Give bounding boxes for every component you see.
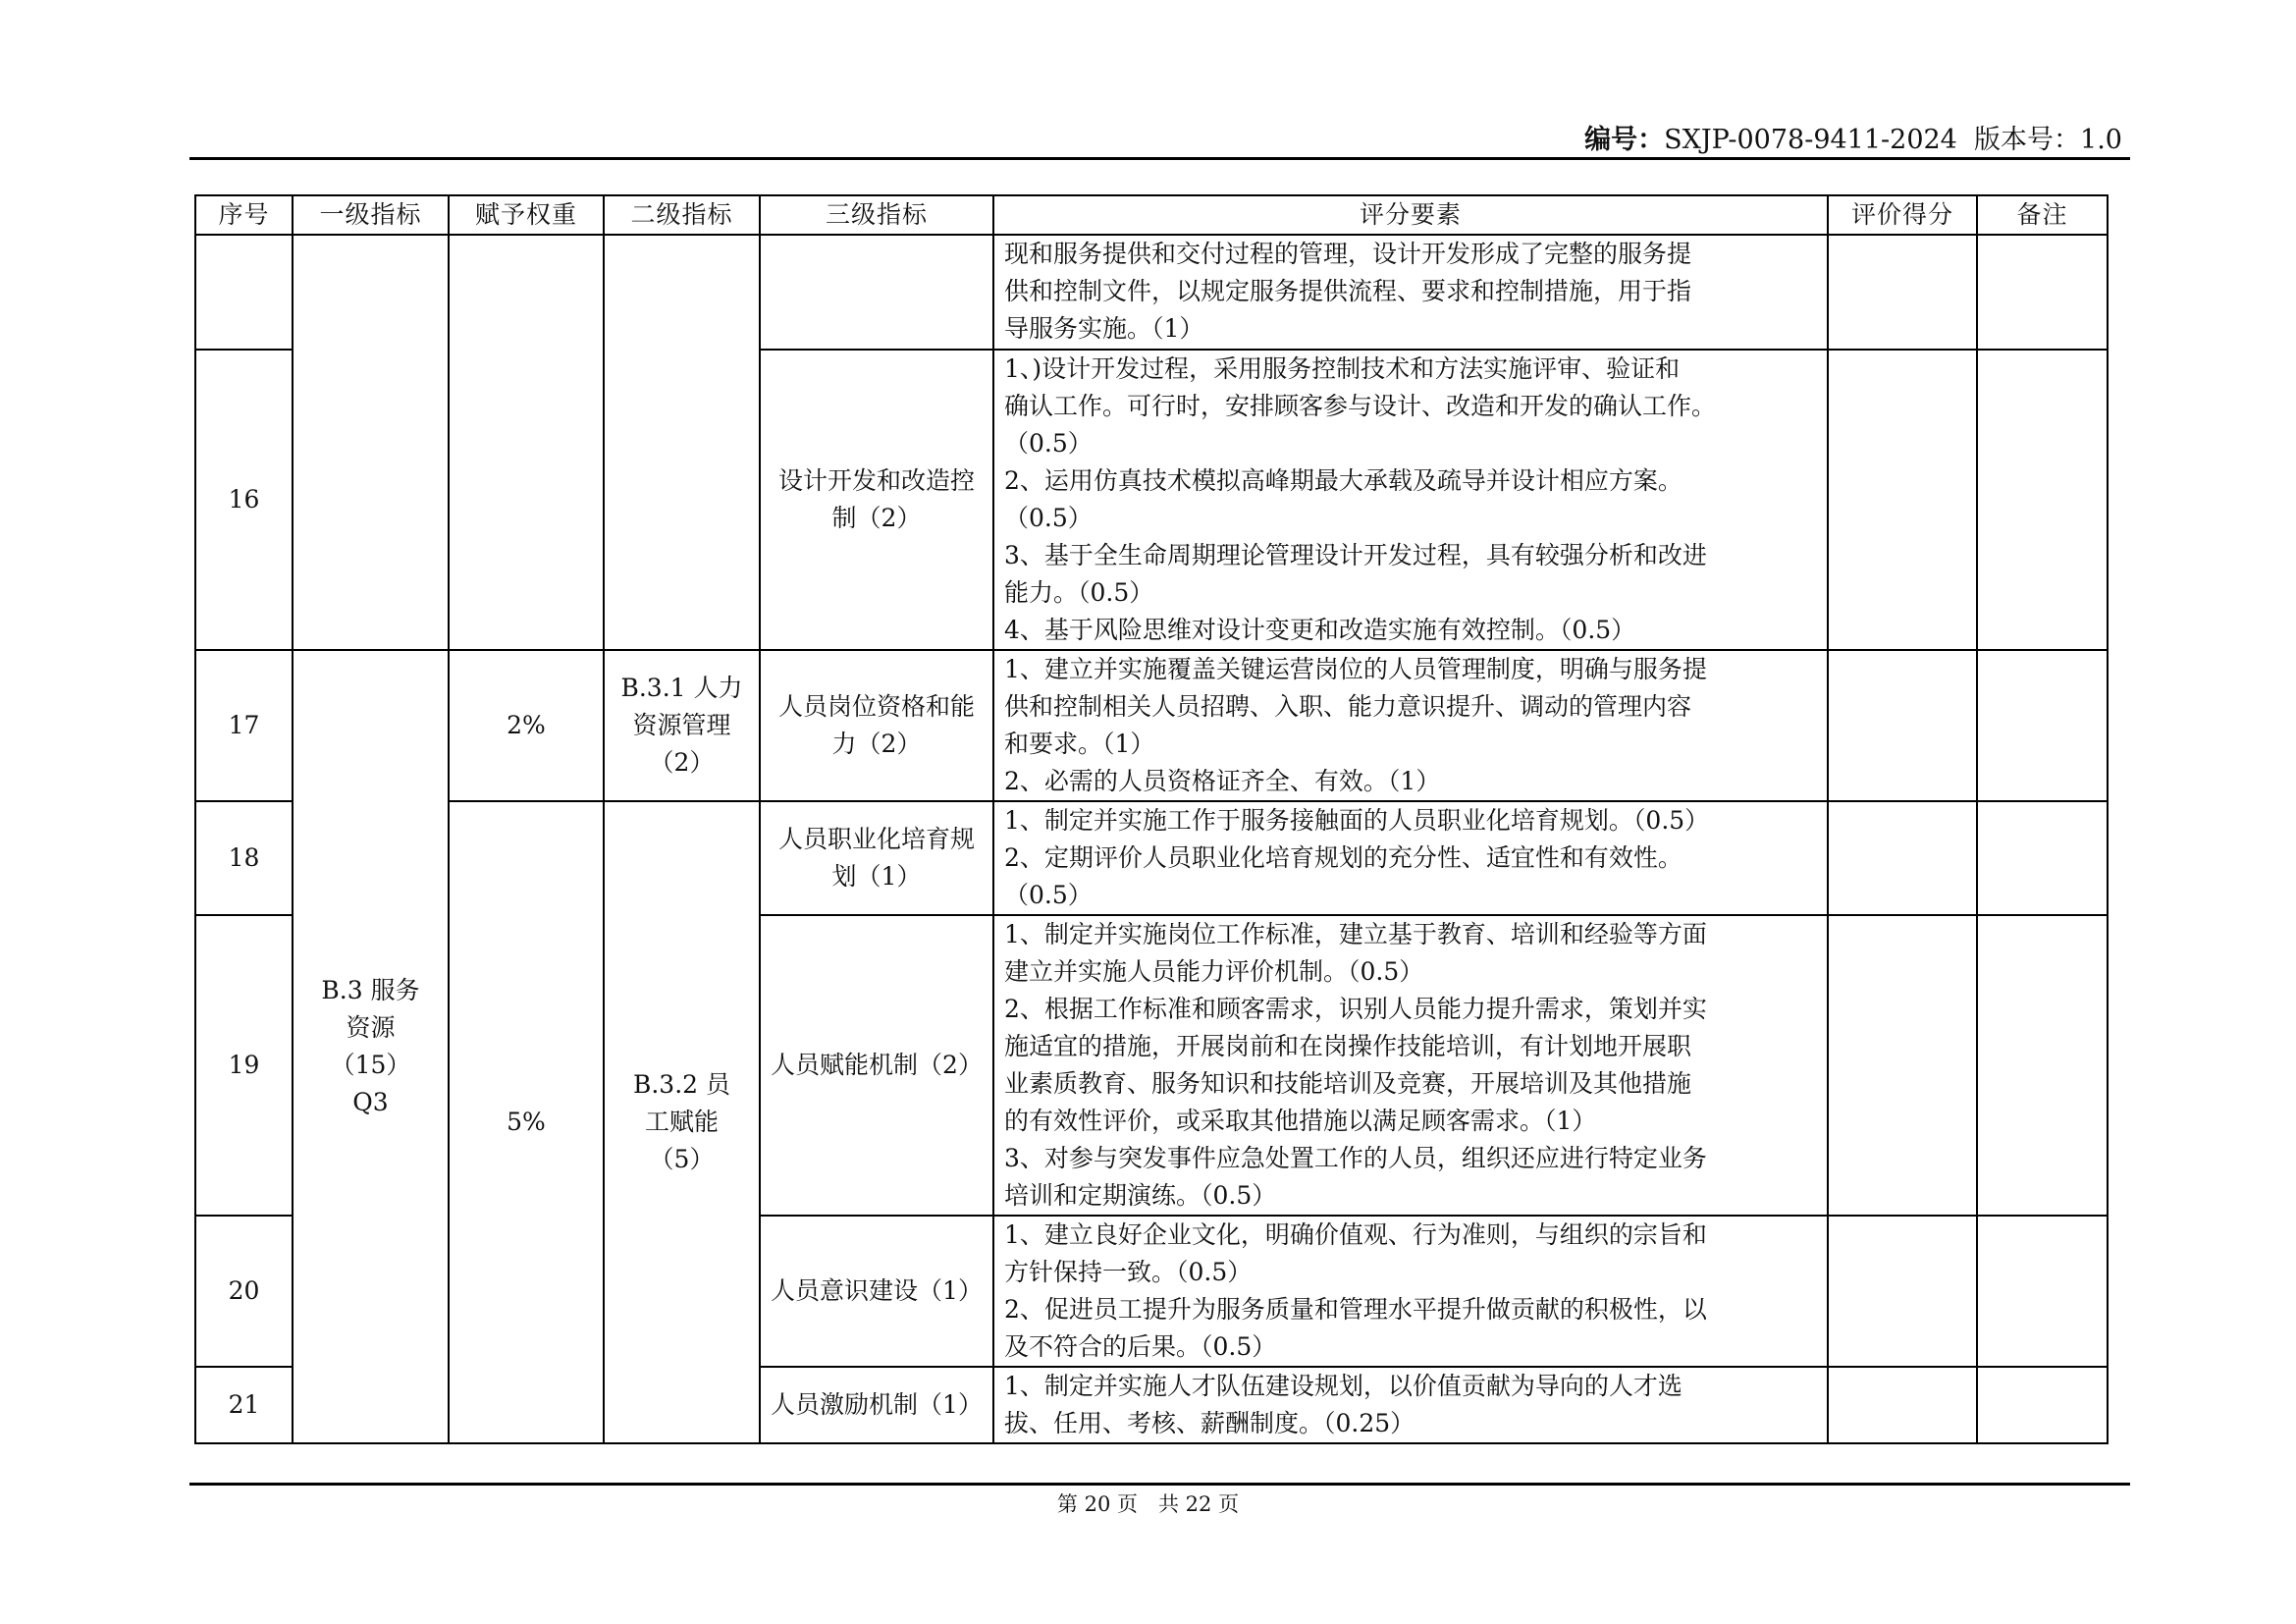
primary-line: 资源 — [346, 1013, 396, 1042]
tertiary-indicator: 设计开发和改造控制（2） — [760, 350, 993, 650]
factor-line: 4、基于风险思维对设计变更和改造实施有效控制。（0.5） — [1004, 616, 1636, 644]
factor-line: 的有效性评价，或采取其他措施以满足顾客需求。（1） — [1004, 1107, 1597, 1135]
tertiary-indicator: 人员赋能机制（2） — [760, 915, 993, 1216]
factor-line: 3、基于全生命周期理论管理设计开发过程，具有较强分析和改进 — [1004, 541, 1707, 569]
footer-divider — [189, 1483, 2130, 1486]
row-no: 17 — [195, 650, 293, 801]
col-header-tertiary: 三级指标 — [760, 195, 993, 235]
secondary-line: 工赋能 — [644, 1108, 719, 1136]
col-header-score: 评价得分 — [1828, 195, 1977, 235]
secondary-indicator — [604, 801, 760, 1443]
primary-line: Q3 — [352, 1088, 389, 1116]
secondary-line: B.3.2 员 — [632, 1070, 731, 1099]
page-number: 第 20 页 共 22 页 — [1056, 1492, 1240, 1516]
factor-line: 施适宜的措施，开展岗前和在岗操作技能培训，有计划地开展职 — [1004, 1032, 1692, 1060]
factor-line: 1、)设计开发过程，采用服务控制技术和方法实施评审、验证和 — [1004, 354, 1681, 383]
factor-line: 拔、任用、考核、薪酬制度。（0.25） — [1004, 1409, 1415, 1437]
factor-line: 业素质教育、服务知识和技能培训及竞赛，开展培训及其他措施 — [1004, 1069, 1692, 1098]
version-value: 1.0 — [2080, 125, 2122, 155]
factor-line: 2、定期评价人员职业化培育规划的充分性、适宜性和有效性。 — [1004, 843, 1682, 872]
row-no: 19 — [195, 915, 293, 1216]
table-row — [195, 801, 2108, 915]
factor-line: 导服务实施。（1） — [1004, 314, 1204, 343]
factor-line: 及不符合的后果。（0.5） — [1004, 1332, 1277, 1361]
col-header-secondary: 二级指标 — [604, 195, 760, 235]
version-label: 版本号： — [1974, 125, 2081, 155]
factor-line: 方针保持一致。（0.5） — [1004, 1258, 1253, 1286]
primary-line: B.3 服务 — [321, 976, 420, 1004]
remark-cell — [1977, 915, 2108, 1216]
factors-cell — [993, 801, 1828, 915]
row-no: 18 — [195, 801, 293, 915]
factors-cell — [993, 915, 1828, 1216]
row-no: 16 — [195, 350, 293, 650]
factors-cell — [993, 350, 1828, 650]
col-header-primary: 一级指标 — [293, 195, 449, 235]
secondary-cell-empty — [604, 235, 760, 650]
factor-line: 培训和定期演练。（0.5） — [1004, 1181, 1277, 1210]
tertiary-indicator: 人员职业化培育规划（1） — [760, 801, 993, 915]
factor-line: 供和控制相关人员招聘、入职、能力意识提升、调动的管理内容 — [1004, 692, 1692, 721]
score-cell — [1828, 915, 1977, 1216]
factor-line: 2、根据工作标准和顾客需求，识别人员能力提升需求，策划并实 — [1004, 995, 1707, 1023]
primary-line: （15） — [330, 1051, 411, 1079]
score-cell — [1828, 350, 1977, 650]
factor-line: 供和控制文件，以规定服务提供流程、要求和控制措施，用于指 — [1004, 277, 1692, 305]
weight-value: 5% — [449, 801, 604, 1443]
score-cell — [1828, 1367, 1977, 1443]
score-cell — [1828, 801, 1977, 915]
remark-cell — [1977, 235, 2108, 350]
code-value: SXJP-0078-9411-2024 — [1664, 125, 1957, 155]
table-row — [195, 650, 2108, 801]
factor-line: 建立并实施人员能力评价机制。（0.5） — [1004, 957, 1424, 986]
table-header-row — [195, 195, 2108, 235]
factors-cell — [993, 235, 1828, 350]
factor-line: 确认工作。可行时，安排顾客参与设计、改造和开发的确认工作。 — [1004, 392, 1717, 420]
secondary-indicator: B.3.1 人力资源管理（2） — [604, 650, 760, 801]
secondary-line: （5） — [649, 1145, 715, 1173]
header-divider — [189, 157, 2130, 160]
factor-line: 1、制定并实施工作于服务接触面的人员职业化培育规划。（0.5） — [1004, 806, 1710, 835]
remark-cell — [1977, 801, 2108, 915]
factor-line: （0.5） — [1004, 429, 1093, 458]
remark-cell — [1977, 650, 2108, 801]
factor-line: 1、制定并实施岗位工作标准，建立基于教育、培训和经验等方面 — [1004, 920, 1707, 948]
factor-line: 1、建立良好企业文化，明确价值观、行为准则，与组织的宗旨和 — [1004, 1220, 1707, 1249]
col-header-remark: 备注 — [1977, 195, 2108, 235]
factor-line: 3、对参与突发事件应急处置工作的人员，组织还应进行特定业务 — [1004, 1144, 1707, 1172]
primary-indicator — [293, 650, 449, 1443]
tertiary-indicator: 人员激励机制（1） — [760, 1367, 993, 1443]
factor-line: 现和服务提供和交付过程的管理，设计开发形成了完整的服务提 — [1004, 240, 1692, 268]
tertiary-cell-empty — [760, 235, 993, 350]
factor-line: 2、必需的人员资格证齐全、有效。（1） — [1004, 767, 1441, 795]
weight-cell-empty — [449, 235, 604, 650]
col-header-factors: 评分要素 — [993, 195, 1828, 235]
code-label: 编号： — [1584, 125, 1665, 155]
factors-cell — [993, 650, 1828, 801]
table-row — [195, 235, 2108, 350]
factor-line: 能力。（0.5） — [1004, 578, 1154, 607]
col-header-no: 序号 — [195, 195, 293, 235]
remark-cell — [1977, 1216, 2108, 1367]
document-code — [1584, 118, 2122, 156]
score-cell — [1828, 1216, 1977, 1367]
primary-cell-empty — [293, 235, 449, 650]
factors-cell — [993, 1367, 1828, 1443]
factor-line: 2、运用仿真技术模拟高峰期最大承载及疏导并设计相应方案。 — [1004, 466, 1682, 495]
factor-line: 1、制定并实施人才队伍建设规划，以价值贡献为导向的人才选 — [1004, 1372, 1682, 1400]
row-no-cell — [195, 235, 293, 350]
evaluation-table — [194, 194, 2109, 1444]
factors-cell — [993, 1216, 1828, 1367]
row-no: 21 — [195, 1367, 293, 1443]
score-cell — [1828, 235, 1977, 350]
tertiary-indicator: 人员岗位资格和能力（2） — [760, 650, 993, 801]
tertiary-indicator: 人员意识建设（1） — [760, 1216, 993, 1367]
score-cell — [1828, 650, 1977, 801]
factor-line: （0.5） — [1004, 504, 1093, 532]
factor-line: 2、促进员工提升为服务质量和管理水平提升做贡献的积极性，以 — [1004, 1295, 1707, 1324]
col-header-weight: 赋予权重 — [449, 195, 604, 235]
factor-line: 1、建立并实施覆盖关键运营岗位的人员管理制度，明确与服务提 — [1004, 655, 1707, 683]
row-no: 20 — [195, 1216, 293, 1367]
weight-value: 2% — [449, 650, 604, 801]
factor-line: 和要求。（1） — [1004, 730, 1155, 758]
remark-cell — [1977, 1367, 2108, 1443]
factor-line: （0.5） — [1004, 881, 1093, 909]
remark-cell — [1977, 350, 2108, 650]
